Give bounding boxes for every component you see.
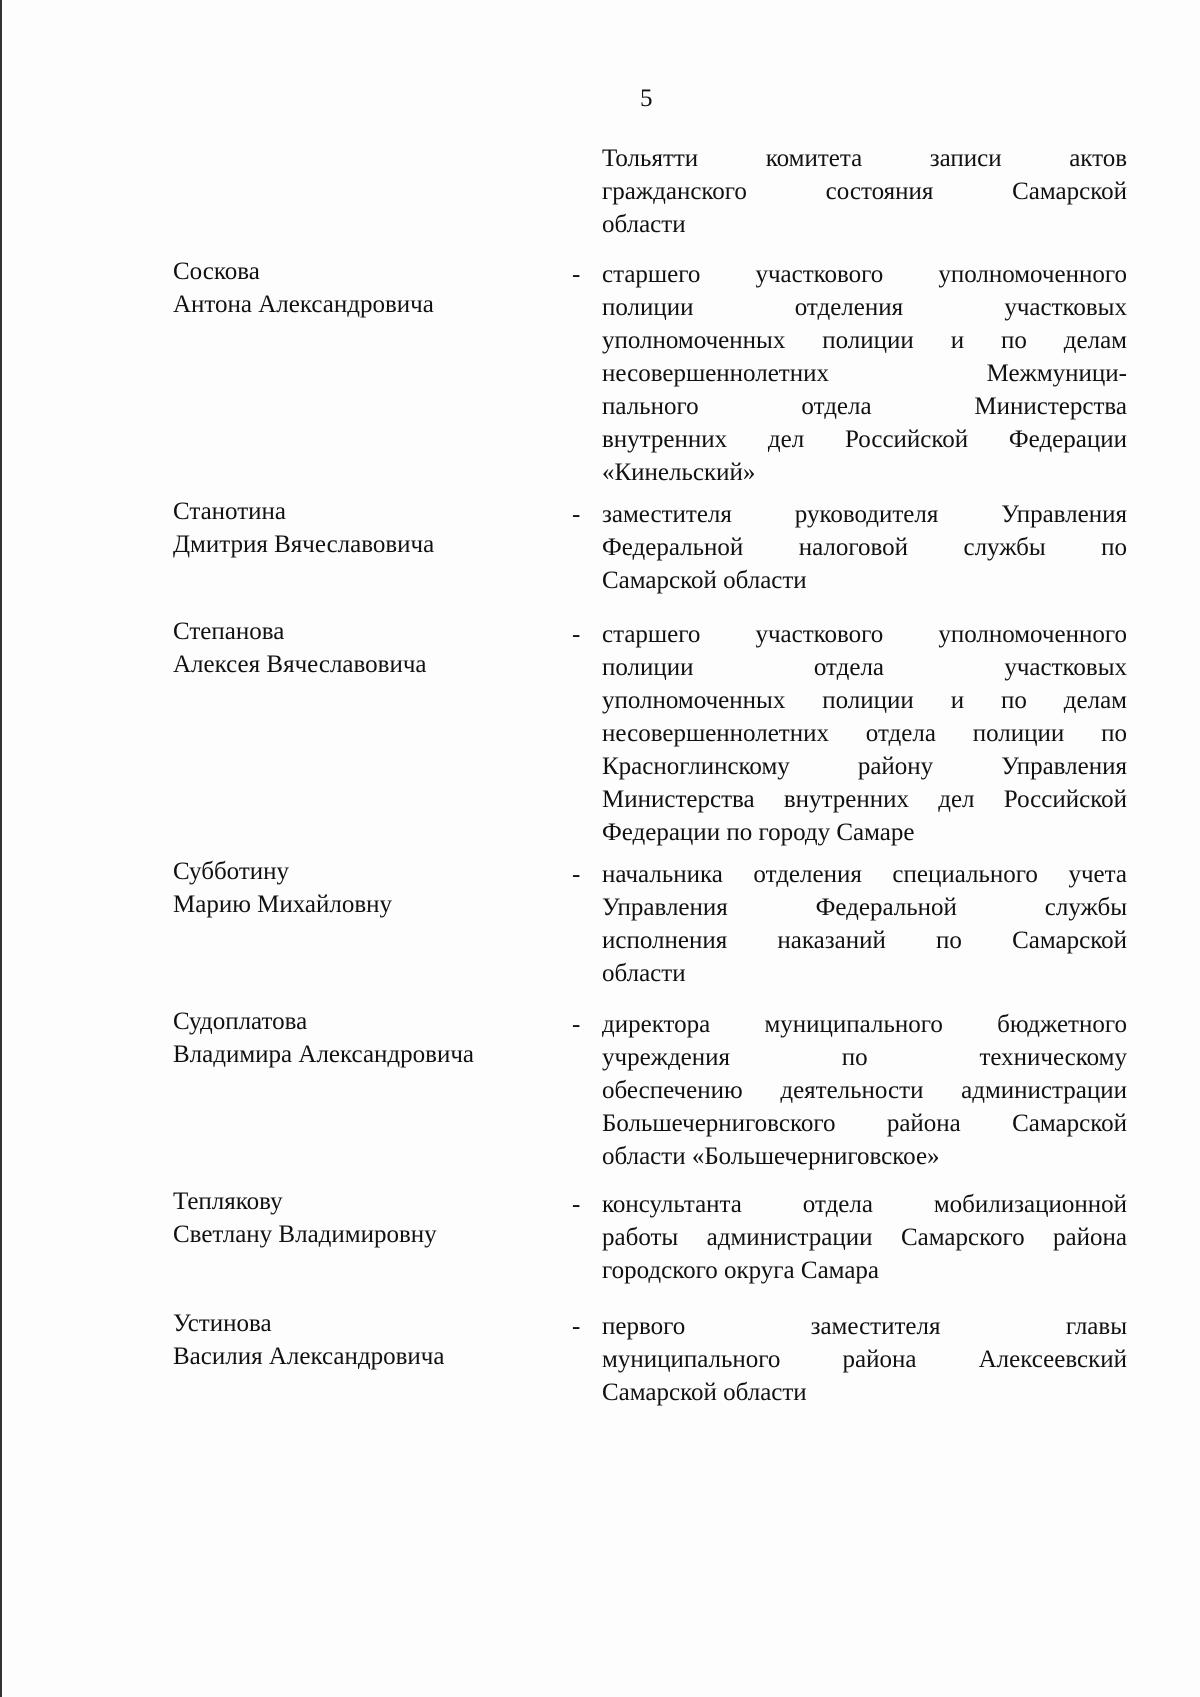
word: Самарской	[1012, 1110, 1127, 1137]
text-line: области	[602, 211, 686, 238]
word: Министерства	[974, 393, 1127, 420]
position-description	[602, 498, 1127, 597]
text-line: Самарской области	[602, 567, 807, 594]
word: Управления	[1001, 501, 1127, 528]
given-names: Дмитрия Вячеславовича	[173, 531, 435, 558]
word: наказаний	[777, 927, 886, 954]
word: отдела	[801, 393, 872, 420]
word: учреждения	[602, 1044, 731, 1071]
word: уполномоченного	[938, 621, 1127, 648]
person-name	[173, 615, 553, 681]
word: актов	[1069, 145, 1127, 172]
person-name	[173, 1185, 553, 1251]
word: по	[1101, 720, 1127, 747]
surname: Устинова	[173, 1310, 272, 1337]
word: деятельности	[780, 1077, 924, 1104]
word: Федеральной	[815, 894, 957, 921]
person-name	[173, 1005, 553, 1071]
dash-separator: -	[572, 1191, 581, 1218]
surname: Теплякову	[173, 1188, 283, 1215]
given-names: Антона Александровича	[173, 291, 434, 318]
text-line: области	[602, 960, 686, 987]
word: района	[1053, 1224, 1127, 1251]
word: по	[1101, 534, 1127, 561]
dash-separator: -	[572, 1313, 581, 1340]
text-line: Самарской области	[602, 1379, 807, 1406]
word: заместителя	[602, 501, 732, 528]
word: уполномоченных	[602, 327, 786, 354]
dash-separator: -	[572, 501, 581, 528]
word: дел	[767, 426, 805, 453]
word: Красноглинскому	[602, 753, 790, 780]
text-line	[602, 291, 1127, 324]
word: бюджетного	[997, 1011, 1127, 1038]
word: Межмуници-	[986, 360, 1127, 387]
text-line	[602, 1310, 1127, 1343]
word: полиции	[822, 327, 914, 354]
person-name	[173, 255, 553, 321]
text-line	[602, 1188, 1127, 1221]
word: Большечерниговского	[602, 1110, 836, 1137]
position-description	[602, 1310, 1127, 1409]
text-line	[602, 1343, 1127, 1376]
word: района	[886, 1110, 961, 1137]
word: уполномоченных	[602, 687, 786, 714]
text-line	[602, 750, 1127, 783]
continuation-text	[602, 142, 1127, 241]
word: по	[841, 1044, 868, 1071]
scan-edge-line	[0, 0, 2, 1697]
word: Федеральной	[602, 534, 744, 561]
dash-separator: -	[572, 261, 581, 288]
word: главы	[1065, 1313, 1127, 1340]
text-line	[602, 357, 1127, 390]
word: консультанта	[602, 1191, 742, 1218]
word: и	[950, 687, 965, 714]
dash-separator: -	[572, 621, 581, 648]
text-line	[602, 924, 1127, 957]
given-names: Василия Александровича	[173, 1343, 445, 1370]
word: и	[950, 327, 965, 354]
word: делам	[1063, 327, 1127, 354]
text-line	[602, 1041, 1127, 1074]
surname: Субботину	[173, 858, 290, 885]
word: Федерации	[1008, 426, 1127, 453]
word: участковых	[1004, 654, 1127, 681]
word: администрации	[961, 1077, 1127, 1104]
given-names: Алексея Вячеславовича	[173, 651, 427, 678]
position-description	[602, 618, 1127, 849]
person-name	[173, 1307, 553, 1373]
word: полиции	[822, 687, 914, 714]
word: отдела	[813, 654, 885, 681]
text-line	[602, 175, 1127, 208]
given-names: Владимира Александровича	[173, 1041, 474, 1068]
word: Алексеевский	[978, 1346, 1127, 1373]
text-line: области «Большечерниговское»	[602, 1143, 940, 1170]
text-line	[602, 1074, 1127, 1107]
given-names: Светлану Владимировну	[173, 1221, 437, 1248]
dash-separator: -	[572, 1011, 581, 1038]
word: полиции	[972, 720, 1065, 747]
word: участкового	[755, 261, 884, 288]
text-line	[602, 1008, 1127, 1041]
text-line	[602, 858, 1127, 891]
word: Российской	[844, 426, 969, 453]
text-line	[602, 1221, 1127, 1254]
text-line	[602, 684, 1127, 717]
word: директора	[602, 1011, 711, 1038]
person-name	[173, 495, 553, 561]
word: специального	[892, 861, 1038, 888]
text-line: городского округа Самара	[602, 1257, 880, 1284]
word: полиции	[602, 654, 694, 681]
surname: Соскова	[173, 258, 260, 285]
text-line	[602, 783, 1127, 816]
given-names: Марию Михайловну	[173, 891, 393, 918]
text-line	[602, 717, 1127, 750]
word: отдела	[802, 1191, 873, 1218]
word: полиции	[602, 294, 694, 321]
word: муниципального	[764, 1011, 943, 1038]
text-line	[602, 531, 1127, 564]
word: гражданского	[602, 178, 747, 205]
word: участковых	[1004, 294, 1127, 321]
word: службы	[963, 534, 1046, 561]
surname: Судоплатова	[173, 1008, 308, 1035]
text-line	[602, 324, 1127, 357]
word: налоговой	[798, 534, 909, 561]
word: участкового	[755, 621, 884, 648]
word: несовершеннолетних	[602, 720, 829, 747]
text-line	[602, 423, 1127, 456]
word: старшего	[602, 621, 701, 648]
word: пального	[602, 393, 699, 420]
word: службы	[1044, 894, 1127, 921]
word: Тольятти	[602, 145, 699, 172]
text-line	[602, 258, 1127, 291]
word: обеспечению	[602, 1077, 743, 1104]
word: Самарской	[1012, 927, 1127, 954]
text-line	[602, 142, 1127, 175]
position-description	[602, 1188, 1127, 1287]
word: району	[857, 753, 934, 780]
word: муниципального	[602, 1346, 781, 1373]
word: Управления	[602, 894, 728, 921]
word: внутренних	[783, 786, 909, 813]
word: по	[1000, 327, 1027, 354]
surname: Станотина	[173, 498, 287, 525]
word: по	[936, 927, 962, 954]
word: Самарской	[1012, 178, 1127, 205]
surname: Степанова	[173, 618, 285, 645]
word: состояния	[825, 178, 934, 205]
word: мобилизационной	[933, 1191, 1127, 1218]
word: делам	[1063, 687, 1127, 714]
position-description	[602, 1008, 1127, 1173]
word: района	[842, 1346, 917, 1373]
word: несовершеннолетних	[602, 360, 829, 387]
text-line	[602, 498, 1127, 531]
position-description	[602, 858, 1127, 990]
text-line: Федерации по городу Самаре	[602, 819, 915, 846]
position-description	[602, 258, 1127, 489]
text-line	[602, 651, 1127, 684]
word: записи	[929, 145, 1002, 172]
dash-separator: -	[572, 861, 581, 888]
word: Самарского	[900, 1224, 1025, 1251]
text-line: «Кинельский»	[602, 459, 756, 486]
word: работы	[602, 1224, 679, 1251]
text-line	[602, 390, 1127, 423]
word: Управления	[1001, 753, 1127, 780]
word: дел	[938, 786, 975, 813]
word: администрации	[706, 1224, 873, 1251]
word: уполномоченного	[938, 261, 1127, 288]
word: руководителя	[794, 501, 939, 528]
text-line	[602, 1107, 1127, 1140]
word: комитета	[765, 145, 863, 172]
word: старшего	[602, 261, 701, 288]
page-number: 5	[640, 85, 653, 112]
word: внутренних	[602, 426, 728, 453]
word: Российской	[1003, 786, 1127, 813]
word: учета	[1068, 861, 1127, 888]
word: техническому	[979, 1044, 1127, 1071]
word: начальника	[602, 861, 723, 888]
word: по	[1000, 687, 1027, 714]
word: отделения	[794, 294, 904, 321]
text-line	[602, 891, 1127, 924]
text-line	[602, 618, 1127, 651]
word: первого	[602, 1313, 686, 1340]
word: отделения	[753, 861, 862, 888]
word: заместителя	[810, 1313, 941, 1340]
word: отдела	[865, 720, 936, 747]
word: исполнения	[602, 927, 728, 954]
word: Министерства	[602, 786, 755, 813]
person-name	[173, 855, 553, 921]
